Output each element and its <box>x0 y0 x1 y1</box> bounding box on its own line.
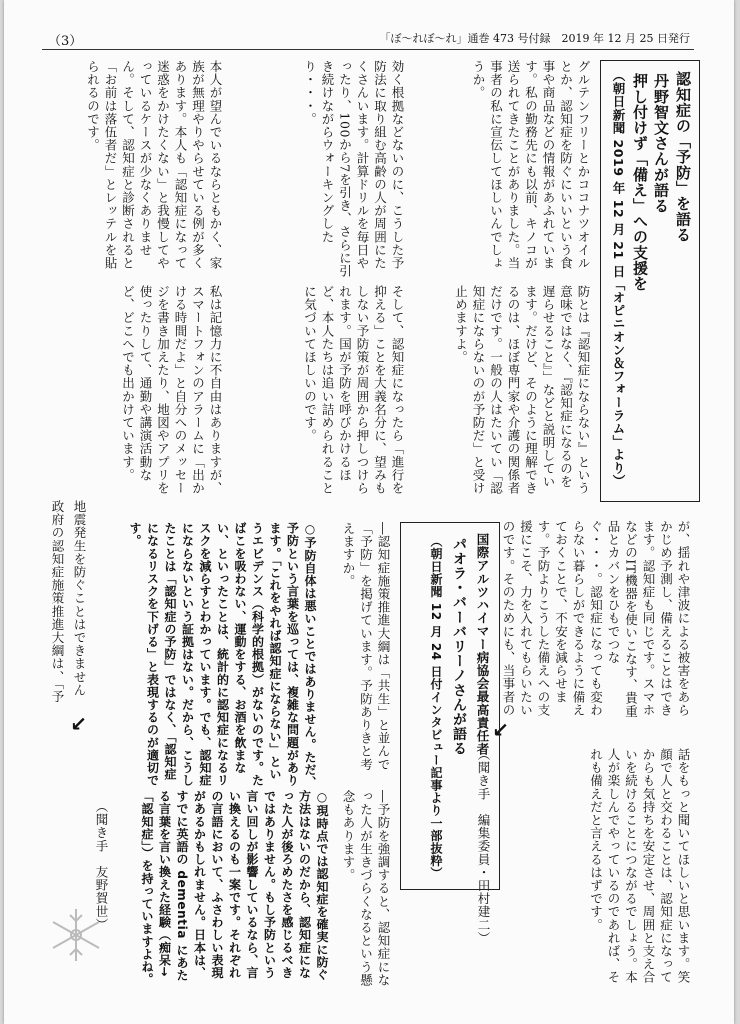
article1-source: （朝日新聞 2019 年 12 月 21 日「オピニオン＆フォーラム」より） <box>611 69 626 488</box>
article1-body-3: 効く根拠などないのに、こうした予防法に取り組む高齢の人が周囲にたくさんいます。計算ドリルを毎日やったり、100から7を引き、さらに引き続けながらウォーキングしたり・・・。 <box>302 60 405 278</box>
page-number: （3） <box>48 34 83 49</box>
article2-answer-1: ○予防自体は悪いことではありません。ただ、予防という言葉を巡っては、複雑な問題があります。「これをやれば認知症にならない」というエビデンス（科学的根拠）がないのです。たばこを吸わない、運動をする、お酒を飲まない、といったことは、統計的に認知症になるリスクを減らすとわかっています。でも、認知症にならないという証拠はない。だから、こうしたことは「認知症の予防」ではなく、「認知症になるリスクを下げる」と表現するのが適切です。 <box>128 522 317 789</box>
article2-question-2: ―予防を強調すると、認知症になった人が生きづらくなるという懸念もあります。 <box>341 790 391 987</box>
article1-body-6: 私は記憶力に不自由はありますが、スマートフォンのアラームに「出かける時間だよ」と自分へのメッセージを書き加えたり、地図やアプリを使ったりして、通勤や講演活動など、どこへでも出かけています。 <box>120 285 223 495</box>
article1-credit: （聞き手 編集委員・田村建二） <box>476 748 491 945</box>
continue-arrow-2: ↓ <box>63 709 93 739</box>
header-divider <box>42 49 694 50</box>
newsletter-page <box>4 0 734 1024</box>
article1-body-7: が、揺れや津波による被害をあらかじめ予測し、備えることはできます。認知症も同じです。スマホなどのIT機器を使いこなす、貴重品とカバンをひもでつなぐ・・・。認知症になっても変わらない暮らしができるように備えておくことで、不安を減らせます。予防よりこうした備えへの支援にこそ、力を入れてもらいたいのです。そのためにも、当事者の <box>501 520 691 718</box>
article1-body-9: 政府の認知症施策推進大綱は、「予 <box>50 500 65 704</box>
article1-body-5: 本人が望んでいるならともかく、家族が無理やりやらせている例が多くあります。本人も「認知症になって迷惑をかけたくない」と我慢してやっているケースが少なくありません。そして、認知症と診断されると「お前は落伍者だ」とレッテルを貼られるのです。 <box>85 60 223 270</box>
article1-body-1: グルテンフリーとかココナツオイルとか、認知症を防ぐにいいという食事や商品などの情報があふれています。私の勤務先にも以前、キノコが送られてきたことがありました。当事者の私に宣伝してほしいんでしょうか。 <box>471 60 591 270</box>
article2-question-1: ―認知症施策推進大綱は「共生」と並んで「予防」を掲げています。予防ありきと考えますか。 <box>341 522 391 771</box>
article2-source: （朝日新聞 12 月 24 日付インタビュー記事より一部抜粋） <box>429 535 443 880</box>
article2-credit: （聞き手 友野賀世） <box>94 800 109 931</box>
article2-org: 国際アルツハイマー病協会最高責任者 <box>475 533 490 756</box>
snowflake-icon <box>46 905 106 965</box>
masthead: 「ぼ〜れぼ〜れ」通巻 473 号付録 2019 年 12 月 25 日発行 <box>379 32 690 45</box>
article2-answer-2: ○現時点では認知症を確実に防ぐ方法はないのだから、認知症になった人が後ろめたさを感じるべきではありません。もし予防という言い回しが影響しているなら、言い換えるのも一案です。それぞれの言語において、ふさわしい表現があるかもしれません。日本は、すでに英語の dementia にあたる言葉を言い換えた経験（痴呆→「認知症」）を持っていますよね。 <box>140 790 329 986</box>
article1-title-box <box>600 60 700 502</box>
article1-headline: 押し付けず「備え」への支援を <box>631 73 649 292</box>
article1-body-8: 話をもっと聞いてほしいと思います。笑顔で人と交わることは、認知症になってからも気持ちを安定させ、周囲と支え合いを続けることにつながるでしょう。本人が楽しんでやっているのであれば、それも備えだと言えるはずです。 <box>588 748 691 984</box>
continue-arrow-1: ↓ <box>485 715 515 745</box>
article1-body-10: 地震発生を防ぐことはできません <box>72 500 87 697</box>
article1-body-4: そして、認知症になったら「進行を抑える」ことを大義名分に、望みもしない予防策が周囲から押しつけられます。国が予防を呼びかけるほど、本人たちは追い詰められることに気づいてほしいのです。 <box>302 285 405 495</box>
article2-title-box <box>400 522 500 890</box>
article2-speaker: パオラ・バーバリーノさんが語る <box>451 537 467 756</box>
article1-title: 認知症の「予防」を語る <box>674 71 692 243</box>
article1-speaker: 丹野智文さんが語る <box>652 73 670 214</box>
article1-body-2: 防とは『認知症にならない』という意味ではなく、『認知症になるのを遅らせること』」などと説明しています。だけど、そのように理解できるのは、ほぼ専門家や介護の関係者だけです。一般の人はたいてい「認知症にならないのが予防だ」と受け止めますよ。 <box>453 285 591 495</box>
